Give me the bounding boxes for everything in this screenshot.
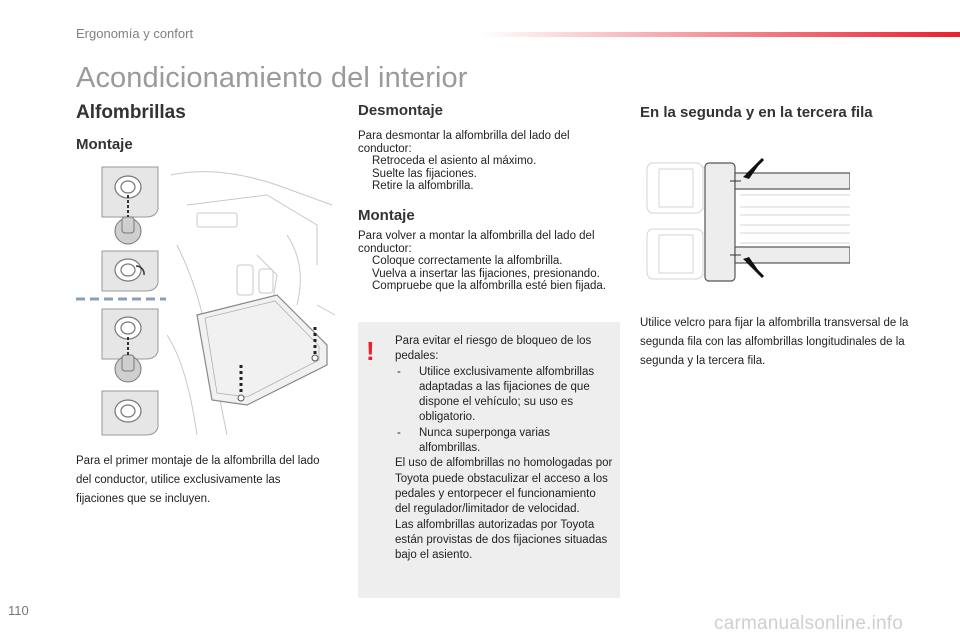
list-item: - Nunca superponga varias alfombrillas. [397,426,551,455]
bullet-icon [358,280,372,293]
bullet-icon [358,180,372,193]
heading-montaje-2: Montaje [358,207,415,224]
list-item: Suelte las fijaciones. [358,168,618,181]
heading-segunda-tercera-fila: En la segunda y en la tercera fila [640,104,873,121]
heading-montaje-1: Montaje [76,136,133,153]
page-title: Acondicionamiento del interior [76,62,468,94]
warning-text: Para evitar el riesgo de bloqueo de los pedales: - Utilice exclusivamente alfombrillas adaptadas a las fijaciones de que dispone el vehículo; su uso es obligatorio. - Nunca superponga varias alfombrillas. El uso de alfombrillas no homologadas por Toyota puede obstaculizar el acceso a los pedales y entorpecer el funcionamiento del regulador/limitador de velocidad. Las alfombrillas autorizadas por Toyota están provistas de dos fijaciones situadas bajo el asiento. [395,335,613,562]
list-item: Compruebe que la alfombrilla esté bien fijada. [358,280,620,293]
heading-desmontaje: Desmontaje [358,102,444,119]
dashed-separator [76,296,166,302]
fixation-steps-illustration [76,165,160,445]
rear-rows-illustration [645,155,850,285]
montaje-intro: Para volver a montar la alfombrilla del lado del conductor: [358,230,595,255]
bullet-icon [358,168,372,181]
col3-caption: Utilice velcro para fijar la alfombrilla transversal de la segunda fila con las alfombrillas longitudinales de la segunda y la tercera fila. [640,317,909,367]
col1-caption: Para el primer montaje de la alfombrilla del lado del conductor, utilice exclusivamente las fijaciones que se incluyen. [76,455,320,505]
warning-icon: ! [366,336,375,366]
desmontaje-intro: Para desmontar la alfombrilla del lado del conductor: [358,130,570,155]
page-number: 110 [8,603,29,618]
section-header: Ergonomía y confort [76,26,194,41]
list-item: Retire la alfombrilla. [358,180,618,193]
list-item: Retroceda el asiento al máximo. [358,155,618,168]
watermark: carmanualsonline.info [714,613,904,634]
list-item: - Utilice exclusivamente alfombrillas adaptadas a las fijaciones de que dispone el vehículo; su uso es obligatorio. [397,365,595,424]
bullet-icon [358,155,372,168]
bullet-icon [358,255,372,268]
floor-mat-illustration [167,165,337,440]
list-item: Coloque correctamente la alfombrilla. [358,255,620,268]
list-item: Vuelva a insertar las fijaciones, presionando. [358,268,620,281]
montaje-text [358,230,620,293]
header-accent-line [480,32,960,37]
bullet-icon [358,268,372,281]
heading-alfombrillas: Alfombrillas [76,102,186,123]
desmontaje-text [358,130,618,193]
